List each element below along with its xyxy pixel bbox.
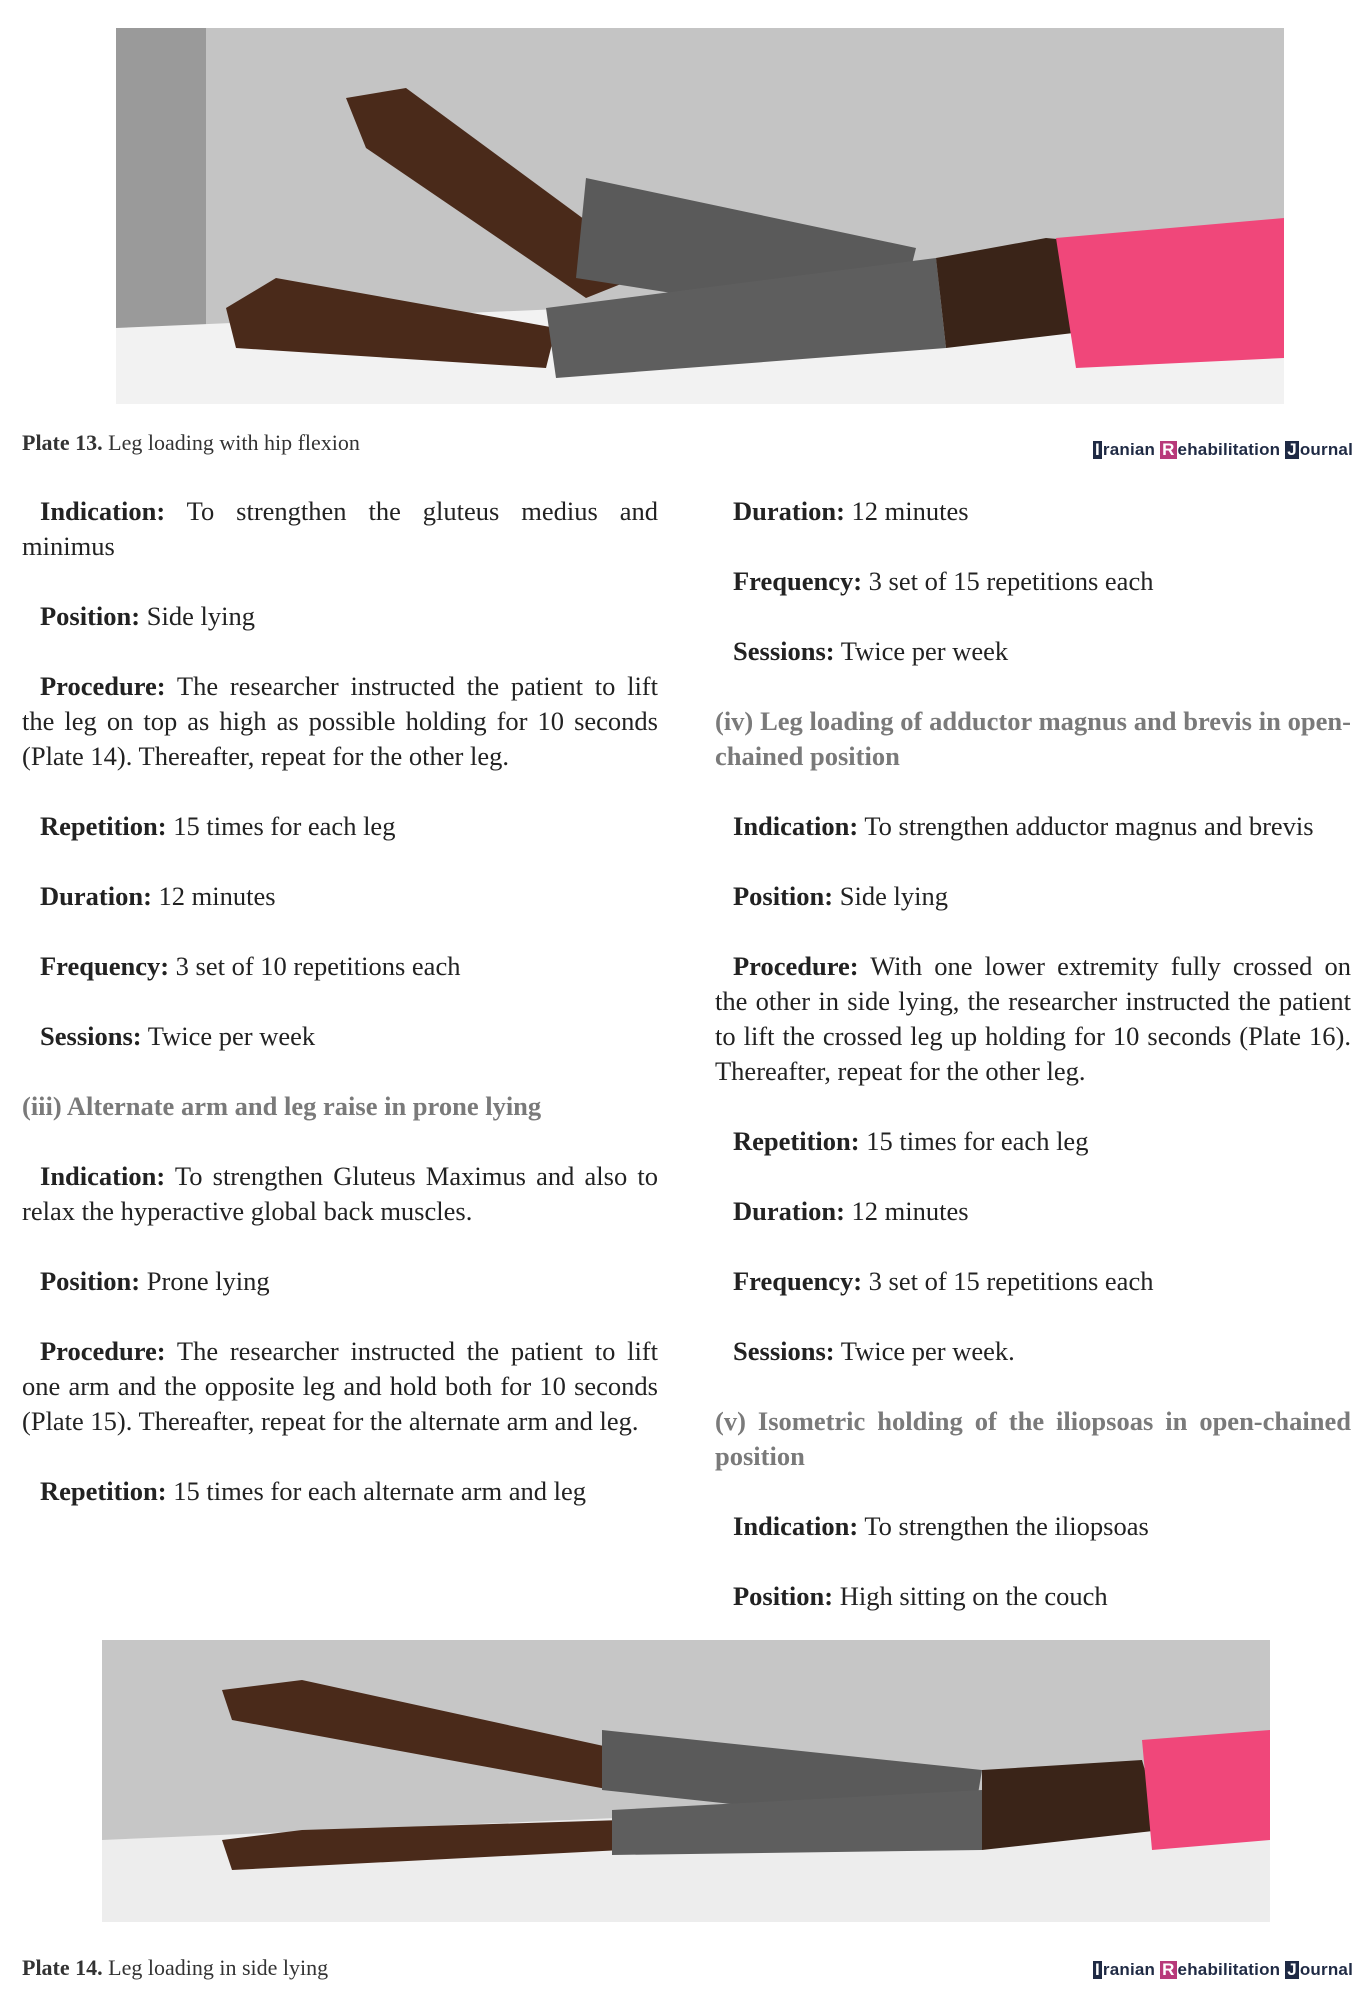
- plate-14-illustration: [102, 1640, 1270, 1922]
- field-value: 3 set of 10 repetitions each: [169, 951, 461, 981]
- field-label: Repetition:: [40, 1476, 167, 1506]
- repetition-paragraph: [22, 809, 658, 844]
- position-paragraph: [22, 599, 658, 634]
- procedure-paragraph: [715, 949, 1351, 1089]
- section-heading-iv: (iv) Leg loading of adductor magnus and brevis in open-chained position: [715, 706, 1351, 771]
- logo-word-2: ehabilitation: [1177, 1960, 1286, 1979]
- field-label: Position:: [733, 1581, 834, 1611]
- field-label: Duration:: [733, 1196, 845, 1226]
- indication-paragraph: [22, 494, 658, 564]
- section-heading-iii: (iii) Alternate arm and leg raise in prone lying: [22, 1091, 542, 1121]
- field-label: Procedure:: [40, 671, 166, 701]
- field-label: Position:: [40, 1266, 141, 1296]
- sessions-paragraph: [715, 634, 1351, 669]
- plate-13-caption: [22, 430, 360, 456]
- field-label: Repetition:: [40, 811, 167, 841]
- logo-word-3: ournal: [1299, 440, 1353, 459]
- logo-initial-r: R: [1162, 1960, 1175, 1979]
- journal-logo: [1093, 440, 1353, 460]
- plate-13-caption-text: Leg loading with hip flexion: [102, 430, 360, 455]
- sessions-paragraph: [715, 1334, 1351, 1369]
- logo-word-1: ranian: [1102, 1960, 1161, 1979]
- field-value: 15 times for each leg: [166, 811, 396, 841]
- field-value: Twice per week: [141, 1021, 316, 1051]
- repetition-paragraph: [715, 1124, 1351, 1159]
- field-label: Frequency:: [733, 1266, 863, 1296]
- field-value: Twice per week: [834, 636, 1009, 666]
- field-value: Twice per week.: [834, 1336, 1015, 1366]
- logo-word-3: ournal: [1299, 1960, 1353, 1979]
- field-value: 12 minutes: [151, 881, 276, 911]
- field-value: 15 times for each leg: [859, 1126, 1089, 1156]
- plate-13-label: Plate 13.: [22, 430, 103, 455]
- field-label: Sessions:: [733, 636, 835, 666]
- field-value: Prone lying: [140, 1266, 270, 1296]
- field-label: Position:: [40, 601, 141, 631]
- field-label: Sessions:: [733, 1336, 835, 1366]
- procedure-paragraph: [22, 669, 658, 774]
- logo-initial-i: I: [1094, 440, 1100, 459]
- logo-word-1: ranian: [1102, 440, 1161, 459]
- field-label: Sessions:: [40, 1021, 142, 1051]
- field-value: The researcher instructed the patient to lift the leg on top as high as possible holding for 10 seconds (Plate 14). Thereafter, repeat for the other leg.: [22, 671, 658, 771]
- plate-14-label: Plate 14.: [22, 1955, 103, 1980]
- field-value: To strengthen the gluteus medius and minimus: [22, 496, 658, 561]
- field-label: Indication:: [40, 1161, 166, 1191]
- field-value: 12 minutes: [844, 496, 969, 526]
- indication-paragraph: [22, 1159, 658, 1229]
- field-value: Side lying: [833, 881, 948, 911]
- right-column: [715, 494, 1351, 1649]
- frequency-paragraph: [715, 564, 1351, 599]
- field-value: 15 times for each alternate arm and leg: [166, 1476, 586, 1506]
- field-label: Indication:: [733, 811, 859, 841]
- field-label: Procedure:: [40, 1336, 166, 1366]
- field-value: 3 set of 15 repetitions each: [862, 1266, 1154, 1296]
- plate-14-caption-text: Leg loading in side lying: [102, 1955, 329, 1980]
- position-paragraph: [715, 879, 1351, 914]
- field-label: Duration:: [40, 881, 152, 911]
- left-column: [22, 494, 658, 1544]
- field-value: To strengthen Gluteus Maximus and also to relax the hyperactive global back muscles.: [22, 1161, 658, 1226]
- field-label: Indication:: [40, 496, 166, 526]
- logo-word-2: ehabilitation: [1177, 440, 1286, 459]
- indication-paragraph: [715, 809, 1351, 844]
- position-paragraph: [22, 1264, 658, 1299]
- plate-14-caption: [22, 1955, 328, 1981]
- field-value: 12 minutes: [844, 1196, 969, 1226]
- journal-logo: [1093, 1960, 1353, 1980]
- field-value: With one lower extremity fully crossed on the other in side lying, the researcher instructed the patient to lift the crossed leg up holding for 10 seconds (Plate 16). Thereafter, repeat for the other leg.: [715, 951, 1351, 1086]
- field-label: Repetition:: [733, 1126, 860, 1156]
- frequency-paragraph: [715, 1264, 1351, 1299]
- position-paragraph: [715, 1579, 1351, 1614]
- field-value: To strengthen the iliopsoas: [858, 1511, 1149, 1541]
- field-label: Frequency:: [733, 566, 863, 596]
- duration-paragraph: [715, 494, 1351, 529]
- field-value: To strengthen adductor magnus and brevis: [858, 811, 1314, 841]
- logo-initial-j: J: [1287, 1960, 1297, 1979]
- indication-paragraph: [715, 1509, 1351, 1544]
- field-value: 3 set of 15 repetitions each: [862, 566, 1154, 596]
- plate-13-photo: [116, 28, 1284, 404]
- logo-initial-i: I: [1094, 1960, 1100, 1979]
- field-label: Indication:: [733, 1511, 859, 1541]
- logo-initial-r: R: [1162, 440, 1175, 459]
- field-label: Procedure:: [733, 951, 859, 981]
- plate-13-illustration: [116, 28, 1284, 404]
- plate-14-photo: [102, 1640, 1270, 1922]
- sessions-paragraph: [22, 1019, 658, 1054]
- procedure-paragraph: [22, 1334, 658, 1439]
- duration-paragraph: [715, 1194, 1351, 1229]
- logo-initial-j: J: [1287, 440, 1297, 459]
- repetition-paragraph: [22, 1474, 658, 1509]
- field-label: Duration:: [733, 496, 845, 526]
- field-value: The researcher instructed the patient to lift one arm and the opposite leg and hold both for 10 seconds (Plate 15). Thereafter, repeat for the alternate arm and leg.: [22, 1336, 658, 1436]
- field-label: Frequency:: [40, 951, 170, 981]
- section-heading-v: (v) Isometric holding of the iliopsoas in open-chained position: [715, 1406, 1351, 1471]
- frequency-paragraph: [22, 949, 658, 984]
- duration-paragraph: [22, 879, 658, 914]
- field-value: High sitting on the couch: [833, 1581, 1108, 1611]
- field-label: Position:: [733, 881, 834, 911]
- field-value: Side lying: [140, 601, 255, 631]
